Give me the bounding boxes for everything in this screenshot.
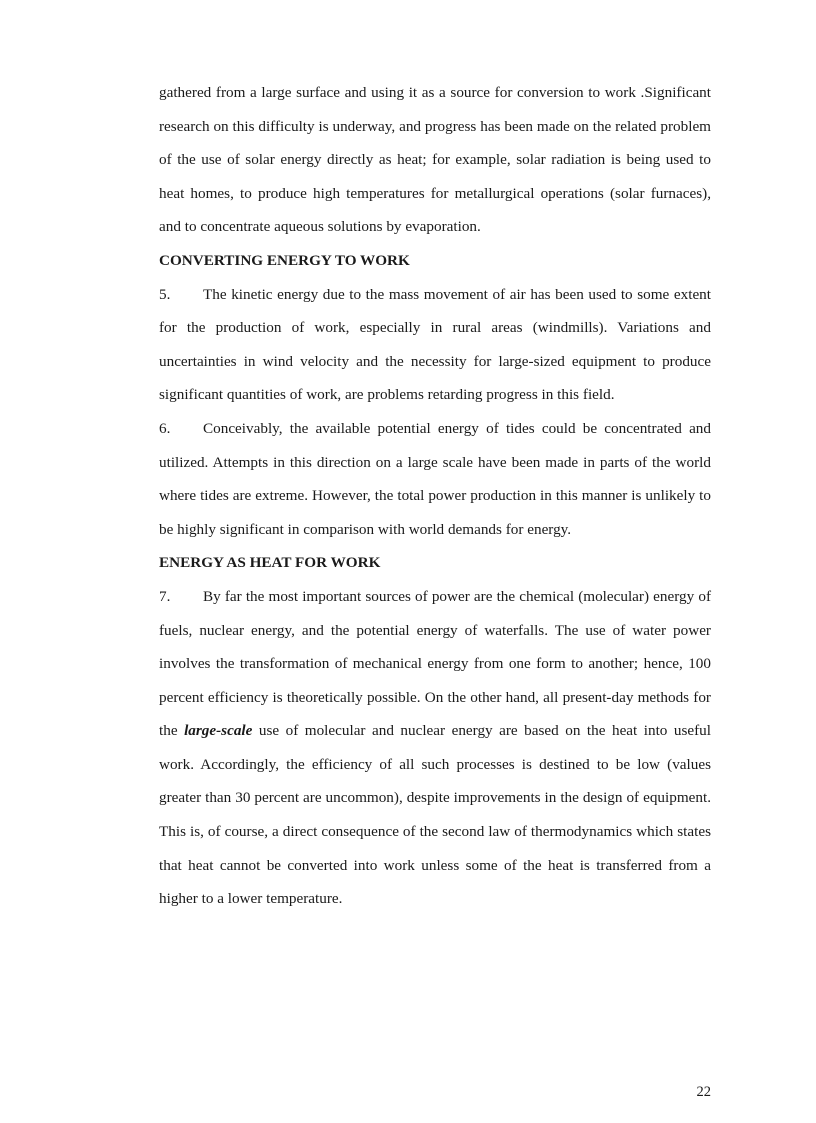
- intro-paragraph: gathered from a large surface and using it as a source for conversion to work .Significant research on this difficulty is underway, and progress has been made on the related problem of the use of solar energy directly as heat; for example, solar radiation is being used to heat homes, to produce high temperatures for metallurgical operations (solar furnaces), and to concentrate aqueous solutions by evaporation.: [159, 84, 711, 236]
- item-text: The kinetic energy due to the mass movement of air has been used to some extent for the production of work, especially in rural areas (windmills). Variations and uncertainties in wind velocity and the necessity for large-sized equipment to produce significant quantities of work, are problems retarding progress in this field.: [159, 285, 711, 404]
- item-text-before: By far the most important sources of power are the chemical (molecular) energy of fuels, nuclear energy, and the potential energy of waterfalls. The use of water power involves the transformation of mechanical energy from one form to another; hence, 100 percent efficiency is theoretically possible. On the other hand, all present-day methods for the: [159, 587, 711, 740]
- section-heading-converting-energy: CONVERTING ENERGY TO WORK: [159, 251, 410, 269]
- item-number: 5.: [159, 285, 171, 303]
- page-number: 22: [696, 1084, 711, 1100]
- section-heading-energy-as-heat: ENERGY AS HEAT FOR WORK: [159, 554, 381, 572]
- paragraph-item-5: [159, 278, 711, 412]
- item-number: 7.: [159, 587, 171, 605]
- item-text-after: use of molecular and nuclear energy are based on the heat into useful work. Accordingly, the efficiency of all such processes is destined to be low (values greater than 30 percent are uncommon), despite improvements in the design of equipment. This is, of course, a direct consequence of the second law of thermodynamics which states that heat cannot be converted into work unless some of the heat is transferred from a higher to a lower temperature.: [159, 722, 711, 908]
- emphasized-term: large-scale: [184, 722, 253, 740]
- paragraph-item-7: [159, 580, 711, 916]
- paragraph-item-6: [159, 412, 711, 546]
- item-number: 6.: [159, 419, 171, 437]
- document-body: [159, 76, 711, 916]
- item-text: Conceivably, the available potential energy of tides could be concentrated and utilized. Attempts in this direction on a large scale have been made in parts of the world where tides are extreme. However, the total power production in this manner is unlikely to be highly significant in comparison with world demands for energy.: [159, 419, 711, 538]
